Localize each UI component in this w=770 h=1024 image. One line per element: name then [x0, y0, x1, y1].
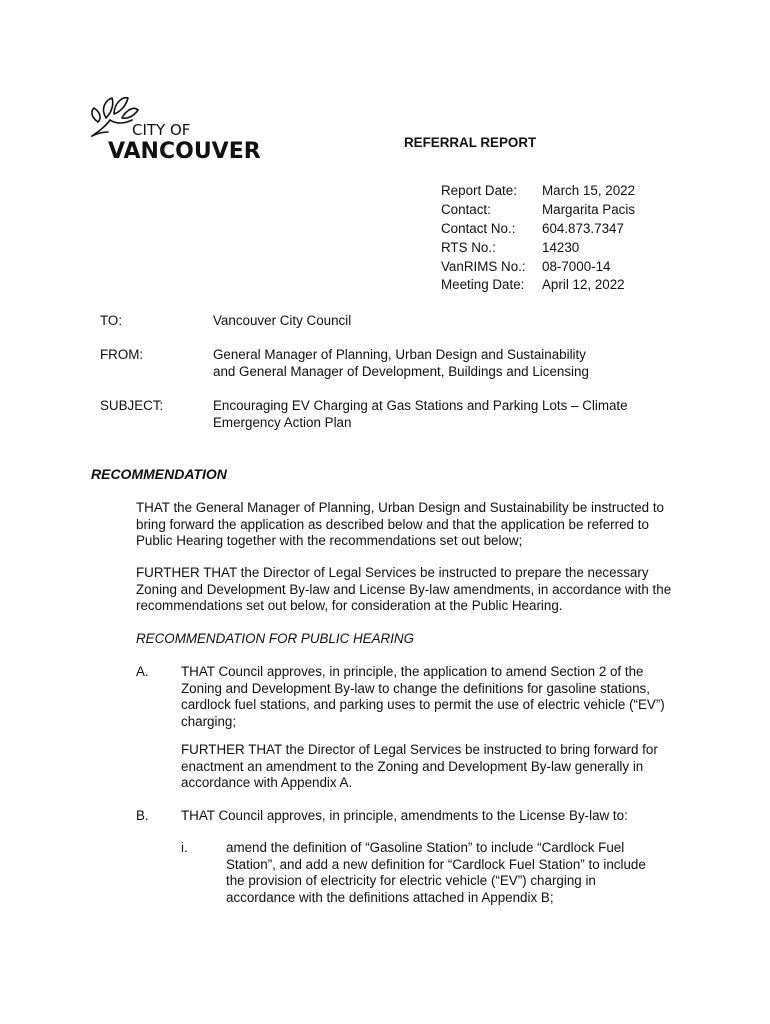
- meta-row-contact-no: [441, 221, 624, 237]
- meta-label: Meeting Date:: [441, 277, 525, 292]
- to-value: Vancouver City Council: [213, 313, 352, 328]
- meta-row-report-date: [441, 183, 635, 199]
- meta-row-meeting-date: [441, 277, 625, 293]
- from-line2: and General Manager of Development, Buildings and Licensing: [213, 364, 589, 379]
- meta-label: Contact:: [441, 202, 491, 217]
- meta-value: 08-7000-14: [542, 259, 611, 274]
- subject-line1: Encouraging EV Charging at Gas Stations and Parking Lots – Climate: [213, 398, 628, 413]
- recommendation-para-2: FURTHER THAT the Director of Legal Services be instructed to prepare the necessary Zoning and Development By-law and License By-law amendments, in accordance with the recommendations set out below, for consideration at the Public Hearing.: [136, 565, 672, 613]
- item-b-text: THAT Council approves, in principle, amendments to the License By-law to:: [181, 808, 628, 823]
- meta-value: April 12, 2022: [542, 277, 625, 292]
- meta-row-contact: [441, 202, 635, 218]
- item-a-marker: A.: [136, 664, 149, 679]
- item-b-marker: B.: [136, 808, 149, 823]
- item-b-i-text: amend the definition of “Gasoline Station” to include “Cardlock Fuel Station”, and add a new definition for “Cardlock Fuel Station” to include the provision of electricity for electric vehicle (“EV”) charging in accordance with the definitions attached in Appendix B;: [226, 840, 646, 905]
- meta-value: March 15, 2022: [542, 183, 636, 198]
- meta-value: 14230: [542, 240, 580, 255]
- meta-label: Report Date:: [441, 183, 517, 198]
- subject-line2: Emergency Action Plan: [213, 415, 352, 430]
- item-a-further: FURTHER THAT the Director of Legal Services be instructed to bring forward for enactment an amendment to the Zoning and Development By-law generally in accordance with Appendix A.: [181, 742, 658, 790]
- recommendation-heading: RECOMMENDATION: [91, 466, 227, 482]
- item-a-text: THAT Council approves, in principle, the application to amend Section 2 of the Zoning and Development By-law to change the definitions for gasoline stations, cardlock fuel stations, and parking uses to permit the use of electric vehicle (“EV”) charging;: [181, 664, 665, 729]
- subject-label: SUBJECT:: [100, 398, 164, 413]
- meta-row-rts-no: [441, 240, 579, 256]
- from-line1: General Manager of Planning, Urban Design and Sustainability: [213, 347, 586, 362]
- item-b-i-marker: i.: [181, 840, 188, 855]
- city-of-vancouver-logo: [88, 92, 263, 162]
- meta-label: VanRIMS No.:: [441, 259, 526, 274]
- meta-label: RTS No.:: [441, 240, 496, 255]
- meta-value: Margarita Pacis: [542, 202, 636, 217]
- flower-logo-icon: [88, 92, 263, 162]
- meta-row-vanrims-no: [441, 259, 611, 275]
- recommendation-para-1: THAT the General Manager of Planning, Urban Design and Sustainability be instructed to bring forward the application as described below and that the application be referred to Public Hearing together with the recommendations set out below;: [136, 500, 664, 548]
- to-label: TO:: [100, 313, 123, 328]
- meta-value: 604.873.7347: [542, 221, 624, 236]
- logo-line2: VANCOUVER: [108, 139, 261, 162]
- from-label: FROM:: [100, 347, 144, 362]
- report-title: REFERRAL REPORT: [404, 135, 537, 150]
- meta-label: Contact No.:: [441, 221, 516, 236]
- logo-line1: CITY OF: [132, 121, 191, 139]
- public-hearing-heading: RECOMMENDATION FOR PUBLIC HEARING: [136, 631, 414, 646]
